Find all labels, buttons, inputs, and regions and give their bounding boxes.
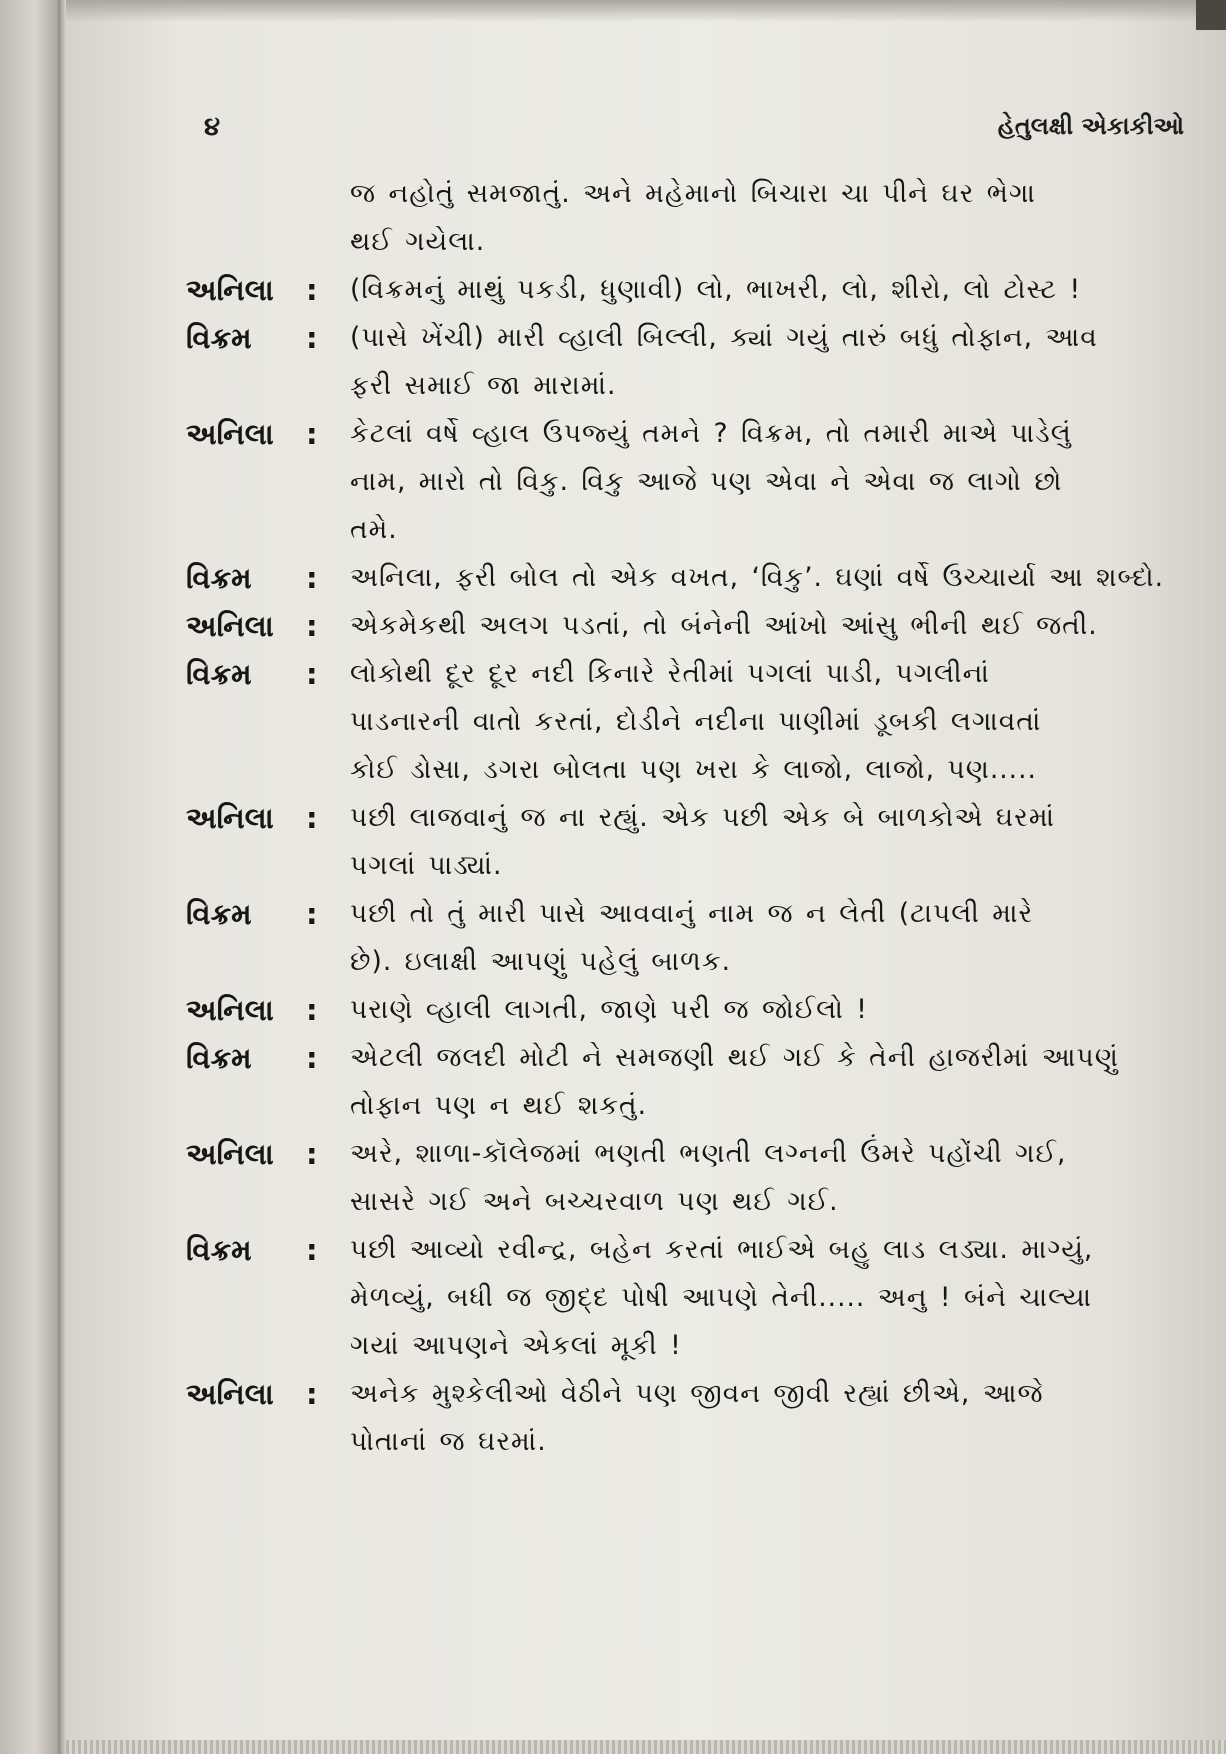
speaker-name: અનિલા [186, 993, 274, 1027]
speaker-label [186, 554, 350, 602]
running-title: હેતુલક્ષી એકાકીઓ [997, 112, 1184, 140]
dialogue-entry [186, 170, 1186, 266]
page-number: ૪ [204, 112, 221, 142]
text-line: પરાણે વ્હાલી લાગતી, જાણે પરી જ જોઈલો ! [350, 994, 868, 1025]
book-spine [0, 0, 64, 1754]
scan-corner [1196, 0, 1226, 30]
text-line: લોકોથી દૂર દૂર નદી કિનારે રેતીમાં પગલાં પાડી, પગલીનાં [350, 658, 990, 689]
speaker-name: વિક્રમ [186, 1233, 252, 1267]
speaker-colon: : [306, 801, 318, 835]
dialogue-text [350, 266, 1186, 314]
speaker-colon: : [306, 657, 318, 691]
speaker-name: અનિલા [186, 609, 274, 643]
speaker-name: અનિલા [186, 417, 274, 451]
speaker-label [186, 1226, 350, 1274]
speaker-colon: : [306, 1377, 318, 1411]
speaker-label [186, 602, 350, 650]
dialogue-text [350, 1370, 1186, 1466]
text-line: જ નહોતું સમજાતું. અને મહેમાનો બિચારા ચા પીને ઘર ભેગા [350, 178, 1036, 209]
speaker-colon: : [306, 1041, 318, 1075]
text-line: થઈ ગયેલા. [350, 226, 486, 257]
speaker-colon: : [306, 993, 318, 1027]
dialogue-entry [186, 1130, 1186, 1226]
text-line: પગલાં પાડ્યાં. [350, 850, 503, 881]
dialogue-text [350, 1226, 1186, 1370]
dialogue-text [350, 314, 1186, 410]
dialogue-entry [186, 266, 1186, 314]
speaker-label [186, 1130, 350, 1178]
text-line: મેળવ્યું, બધી જ જીદ્દ પોષી આપણે તેની..... અનુ ! બંને ચાલ્યા [350, 1282, 1093, 1313]
speaker-label [186, 890, 350, 938]
text-line: પછી તો તું મારી પાસે આવવાનું નામ જ ન લેતી (ટાપલી મારે [350, 898, 1034, 929]
dialogue-entry [186, 410, 1186, 554]
text-line: ફરી સમાઈ જા મારામાં. [350, 370, 617, 401]
text-line: (વિક્રમનું માથું પકડી, ધુણાવી) લો, ભાખરી, લો, શીરો, લો ટોસ્ટ ! [350, 274, 1082, 305]
speaker-colon: : [306, 321, 318, 355]
dialogue-entry [186, 986, 1186, 1034]
dialogue-text [350, 986, 1186, 1034]
speaker-name: અનિલા [186, 801, 274, 835]
speaker-label [186, 266, 350, 314]
dialogue-text [350, 1034, 1186, 1130]
text-line: પછી લાજવાનું જ ના રહ્યું. એક પછી એક બે બાળકોએ ઘરમાં [350, 802, 1056, 833]
text-line: કોઈ ડોસા, ડગરા બોલતા પણ ખરા કે લાજો, લાજો, પણ..... [350, 754, 1037, 785]
text-line: અરે, શાળા-કૉલેજમાં ભણતી ભણતી લગ્નની ઉંમરે પહોંચી ગઈ, [350, 1138, 1067, 1169]
speaker-name: અનિલા [186, 1377, 274, 1411]
text-line: એટલી જલદી મોટી ને સમજણી થઈ ગઈ કે તેની હાજરીમાં આપણું [350, 1042, 1119, 1073]
speaker-label [186, 314, 350, 362]
speaker-label [186, 170, 350, 218]
text-line: પાડનારની વાતો કરતાં, દોડીને નદીના પાણીમાં ડૂબકી લગાવતાં [350, 706, 1042, 737]
dialogue-entry [186, 794, 1186, 890]
speaker-label [186, 650, 350, 698]
text-line: તોફાન પણ ન થઈ શકતું. [350, 1090, 648, 1121]
speaker-colon: : [306, 273, 318, 307]
dialogue-text [350, 1130, 1186, 1226]
speaker-name: અનિલા [186, 1137, 274, 1171]
dialogue-text [350, 602, 1186, 650]
text-line: એકમેકથી અલગ પડતાં, તો બંનેની આંખો આંસુ ભીની થઈ જતી. [350, 610, 1098, 641]
dialogue-text [350, 794, 1186, 890]
speaker-label [186, 1034, 350, 1082]
dialogue-text [350, 554, 1186, 602]
text-line: પછી આવ્યો રવીન્દ્ર, બહેન કરતાં ભાઈએ બહુ લાડ લડ્યા. માગ્યું, [350, 1234, 1094, 1265]
speaker-label [186, 410, 350, 458]
speaker-colon: : [306, 609, 318, 643]
page-header [66, 112, 1226, 152]
dialogue-text [350, 410, 1186, 554]
speaker-label [186, 794, 350, 842]
dialogue-entry [186, 1370, 1186, 1466]
dialogue-text [350, 650, 1186, 794]
speaker-colon: : [306, 417, 318, 451]
dialogue-entry [186, 314, 1186, 410]
dialogue-entry [186, 1226, 1186, 1370]
speaker-name: વિક્રમ [186, 1041, 252, 1075]
text-line: ગયાં આપણને એકલાં મૂકી ! [350, 1330, 682, 1361]
dialogue-entry [186, 554, 1186, 602]
dialogue-entry [186, 890, 1186, 986]
text-line: કેટલાં વર્ષે વ્હાલ ઉપજ્યું તમને ? વિક્રમ, તો તમારી માએ પાડેલું [350, 418, 1072, 449]
text-line: તમે. [350, 514, 398, 545]
speaker-label [186, 986, 350, 1034]
speaker-colon: : [306, 1233, 318, 1267]
dialogue-body [186, 170, 1186, 1466]
top-shadow [66, 0, 1226, 22]
dialogue-entry [186, 1034, 1186, 1130]
text-line: પોતાનાં જ ઘરમાં. [350, 1426, 547, 1457]
text-line: અનેક મુશ્કેલીઓ વેઠીને પણ જીવન જીવી રહ્યાં છીએ, આજે [350, 1378, 1044, 1409]
speaker-name: વિક્રમ [186, 897, 252, 931]
text-line: નામ, મારો તો વિકુ. વિકુ આજે પણ એવા ને એવા જ લાગો છો [350, 466, 1063, 497]
dialogue-text [350, 890, 1186, 986]
speaker-label [186, 1370, 350, 1418]
book-page [66, 0, 1226, 1754]
dialogue-text [350, 170, 1186, 266]
speaker-name: વિક્રમ [186, 657, 252, 691]
text-line: સાસરે ગઈ અને બચ્ચરવાળ પણ થઈ ગઈ. [350, 1186, 839, 1217]
text-line: (પાસે ખેંચી) મારી વ્હાલી બિલ્લી, ક્યાં ગયું તારું બધું તોફાન, આવ [350, 322, 1098, 353]
speaker-colon: : [306, 897, 318, 931]
speaker-colon: : [306, 561, 318, 595]
text-line: અનિલા, ફરી બોલ તો એક વખત, ‘વિકુ’. ઘણાં વર્ષે ઉચ્ચાર્યા આ શબ્દો. [350, 562, 1165, 593]
page-bottom-edge [66, 1740, 1226, 1754]
speaker-name: અનિલા [186, 273, 274, 307]
speaker-name: વિક્રમ [186, 321, 252, 355]
speaker-colon: : [306, 1137, 318, 1171]
text-line: છે). ઇલાક્ષી આપણું પહેલું બાળક. [350, 946, 731, 977]
dialogue-entry [186, 650, 1186, 794]
dialogue-entry [186, 602, 1186, 650]
speaker-name: વિક્રમ [186, 561, 252, 595]
